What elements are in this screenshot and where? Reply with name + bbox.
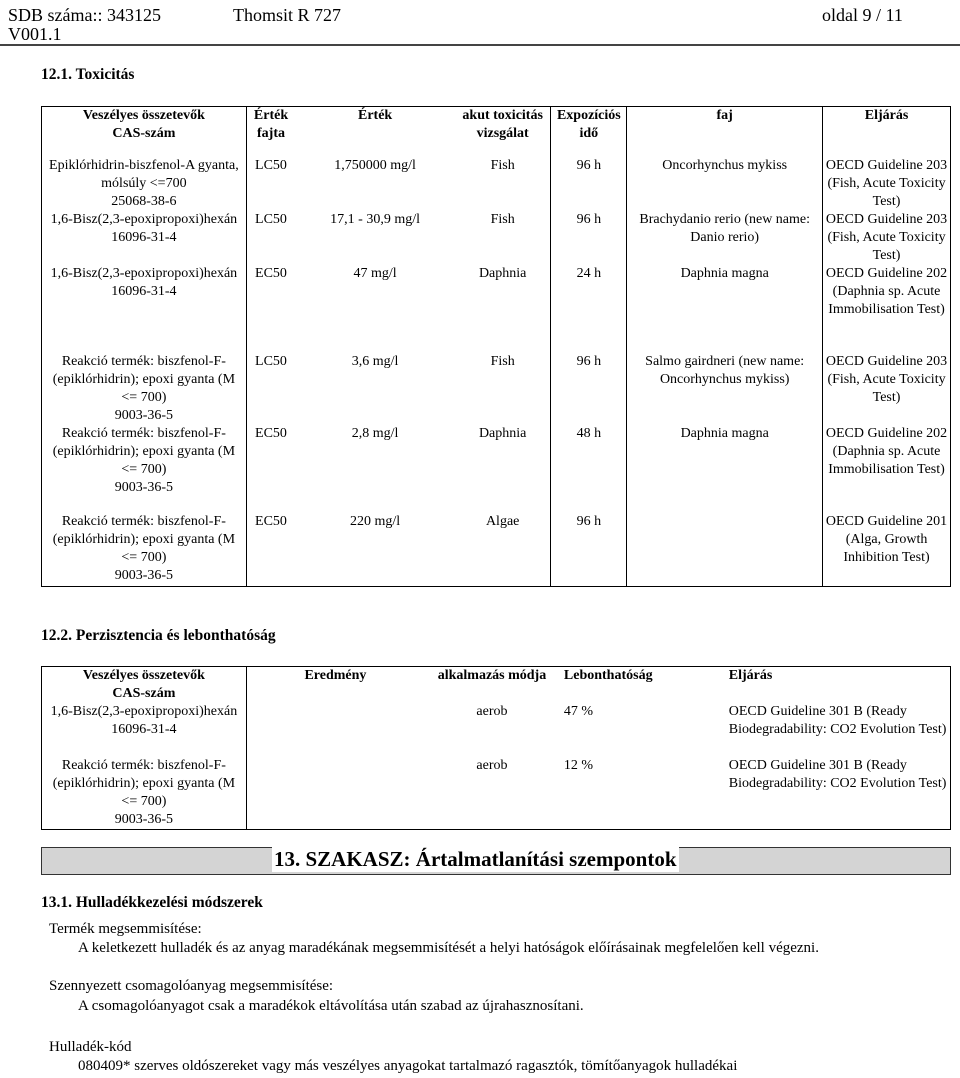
section-13-1-title: 13.1. Hulladékkezelési módszerek	[41, 894, 263, 911]
product-disposal-text: A keletkezett hulladék és az anyag maradékának megsemmisítését a helyi hatóságok előírásainak megfelelően kell végezni.	[78, 940, 819, 956]
acute-cell: Fish	[455, 157, 551, 211]
result-cell	[246, 703, 424, 757]
value-cell: 1,750000 mg/l	[334, 157, 416, 173]
section-12-1-title: 12.1. Toxicitás	[41, 66, 135, 83]
component-cell: Reakció termék: biszfenol-F-(epiklórhidrin); epoxi gyanta (M <= 700) 9003-36-5	[42, 757, 247, 830]
degradability-header: Lebonthatóság	[560, 667, 725, 704]
toxicity-header-row	[42, 107, 951, 157]
result-header: Eredmény	[246, 667, 424, 704]
species-cell: Salmo gairdneri (new name: Oncorhynchus mykiss)	[627, 353, 823, 425]
method-cell: OECD Guideline 202 (Daphnia sp. Acute Immobilisation Test)	[823, 425, 951, 513]
degradability-cell: 12 %	[560, 757, 725, 830]
table-row	[42, 211, 951, 265]
component-cell: Reakció termék: biszfenol-F-(epiklórhidrin); epoxi gyanta (M <= 700) 9003-36-5	[42, 513, 247, 587]
persistence-table	[41, 666, 951, 830]
component-cell: Reakció termék: biszfenol-F-(epiklórhidrin); epoxi gyanta (M <= 700) 9003-36-5	[42, 425, 247, 513]
mode-header: alkalmazás módja	[424, 667, 560, 704]
component-cell: Epiklórhidrin-biszfenol-A gyanta, mólsúly <=700 25068-38-6	[42, 157, 247, 211]
component-header: Veszélyes összetevők CAS-szám	[42, 107, 247, 157]
exposure-cell: 24 h	[551, 265, 627, 353]
species-cell: Daphnia magna	[627, 265, 823, 353]
value-cell: 17,1 - 30,9 mg/l	[330, 211, 421, 227]
species-cell: Daphnia magna	[627, 425, 823, 513]
product-name: Thomsit R 727	[233, 5, 342, 25]
table-row	[42, 265, 951, 353]
method-cell: OECD Guideline 203 (Fish, Acute Toxicity Test)	[823, 211, 951, 265]
sdb-number: SDB száma:: 343125	[8, 5, 161, 25]
species-header: faj	[627, 107, 823, 157]
table-row	[42, 157, 951, 211]
value-cell: 2,8 mg/l	[351, 425, 399, 441]
value-type-cell: EC50	[246, 513, 295, 587]
result-cell	[246, 757, 424, 830]
exposure-cell: 96 h	[551, 211, 627, 265]
value-cell: 3,6 mg/l	[351, 353, 399, 369]
exposure-cell: 48 h	[551, 425, 627, 513]
component-cell: 1,6-Bisz(2,3-epoxipropoxi)hexán 16096-31-4	[42, 703, 247, 757]
value-header: Érték	[295, 107, 455, 157]
value-type-cell: EC50	[255, 425, 287, 441]
value-cell: 47 mg/l	[353, 265, 397, 281]
persistence-header-row	[42, 667, 951, 704]
toxicity-table	[41, 106, 951, 587]
packaging-disposal-label: Szennyezett csomagolóanyag megsemmisítése:	[49, 978, 334, 994]
acute-cell: Daphnia	[455, 265, 551, 353]
species-cell: Oncorhynchus mykiss	[627, 157, 823, 211]
waste-code-label: Hulladék-kód	[49, 1039, 132, 1055]
acute-cell: Fish	[455, 353, 551, 425]
method-header: Eljárás	[823, 107, 951, 157]
method-header: Eljárás	[725, 667, 951, 704]
header-rule	[0, 44, 960, 46]
exposure-header: Expozíciós idő	[551, 107, 627, 157]
mode-cell: aerob	[476, 704, 508, 719]
method-cell: OECD Guideline 202 (Daphnia sp. Acute Immobilisation Test)	[823, 265, 951, 353]
table-row	[42, 513, 951, 587]
value-type-cell: LC50	[255, 353, 287, 369]
table-row	[42, 703, 951, 757]
table-row	[42, 757, 951, 830]
species-cell	[627, 513, 823, 587]
method-cell: OECD Guideline 301 B (Ready Biodegradability: CO2 Evolution Test)	[725, 757, 951, 830]
exposure-cell: 96 h	[551, 353, 627, 425]
page-number: oldal 9 / 11	[822, 5, 903, 25]
acute-cell: Fish	[455, 211, 551, 265]
component-cell: 1,6-Bisz(2,3-epoxipropoxi)hexán 16096-31-4	[42, 265, 247, 353]
mode-cell: aerob	[424, 757, 560, 830]
method-cell: OECD Guideline 201 (Alga, Growth Inhibition Test)	[823, 513, 951, 587]
value-type-cell: EC50	[255, 265, 287, 281]
method-cell: OECD Guideline 301 B (Ready Biodegradability: CO2 Evolution Test)	[725, 703, 951, 757]
value-type-header: Érték fajta	[246, 107, 295, 157]
exposure-cell: 96 h	[551, 157, 627, 211]
species-cell: Brachydanio rerio (new name: Danio rerio)	[627, 211, 823, 265]
acute-header: akut toxicitás vizsgálat	[455, 107, 551, 157]
value-type-cell: LC50	[255, 157, 287, 173]
packaging-disposal-text: A csomagolóanyagot csak a maradékok eltávolítása után szabad az újrahasznosítani.	[78, 998, 584, 1014]
component-header: Veszélyes összetevők CAS-szám	[42, 667, 247, 704]
component-cell: Reakció termék: biszfenol-F-(epiklórhidrin); epoxi gyanta (M <= 700) 9003-36-5	[42, 353, 247, 425]
value-type-cell: LC50	[255, 211, 287, 227]
degradability-cell: 47 %	[563, 704, 594, 719]
section-12-2-title: 12.2. Perzisztencia és lebonthatóság	[41, 627, 276, 644]
exposure-cell: 96 h	[551, 513, 627, 587]
acute-cell: Daphnia	[455, 425, 551, 513]
table-row	[42, 353, 951, 425]
waste-code-text: 080409* szerves oldószereket vagy más veszélyes anyagokat tartalmazó ragasztók, tömítőanyagok hulladékai	[78, 1058, 738, 1074]
component-cell: 1,6-Bisz(2,3-epoxipropoxi)hexán 16096-31-4	[42, 211, 247, 265]
section-13-title: 13. SZAKASZ: Ártalmatlanítási szempontok	[274, 847, 677, 871]
table-row	[42, 425, 951, 513]
method-cell: OECD Guideline 203 (Fish, Acute Toxicity Test)	[823, 157, 951, 211]
value-cell: 220 mg/l	[295, 513, 455, 587]
product-disposal-label: Termék megsemmisítése:	[49, 921, 202, 937]
acute-cell: Algae	[455, 513, 551, 587]
version: V001.1	[8, 24, 62, 44]
method-cell: OECD Guideline 203 (Fish, Acute Toxicity Test)	[823, 353, 951, 425]
